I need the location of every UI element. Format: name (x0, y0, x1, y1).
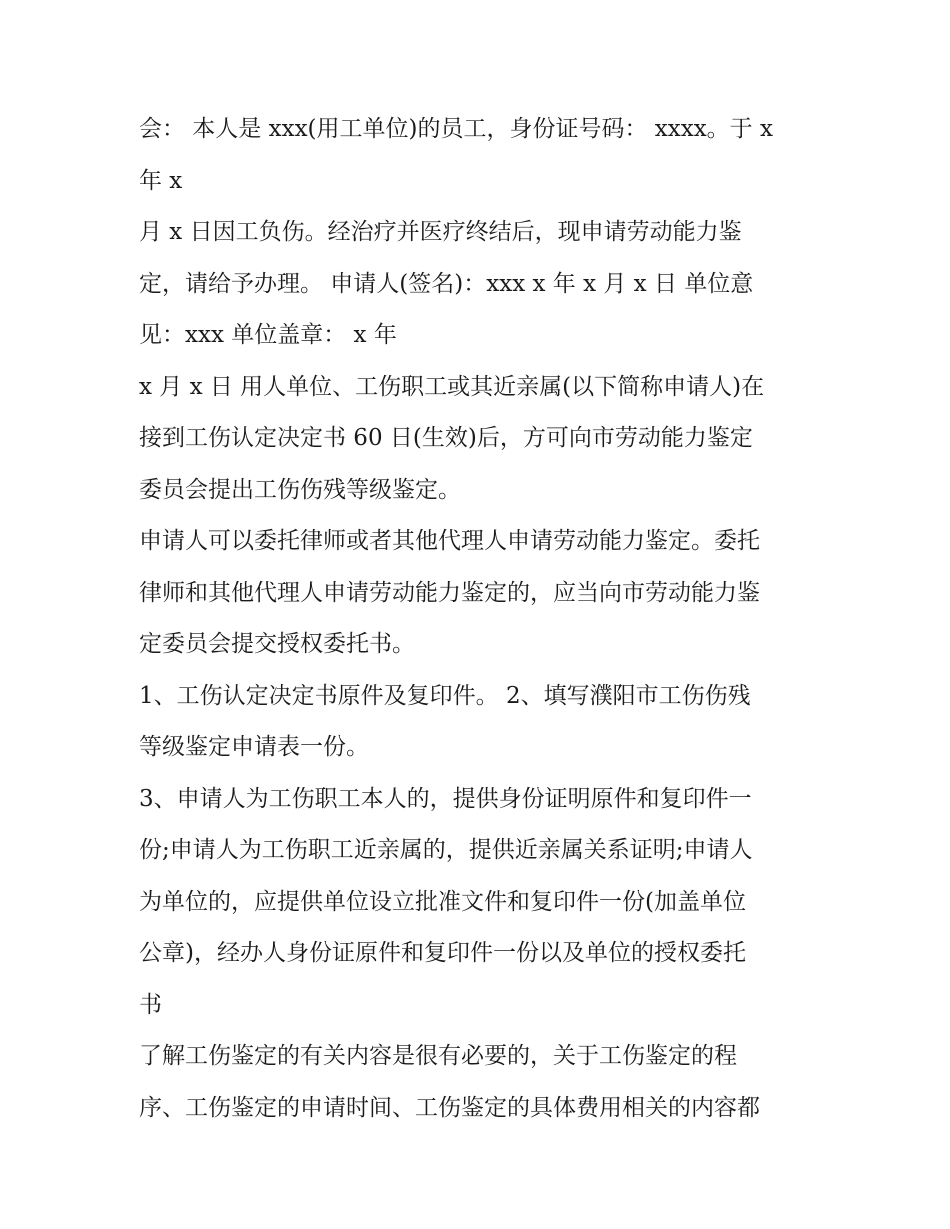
text-line: 会： 本人是 xxx(用工单位)的员工，身份证号码： xxxx。于 x (139, 116, 773, 142)
text-line: 书 (139, 991, 162, 1018)
text-line: 1、工伤认定决定书原件及复印件。 2、填写濮阳市工伤伤残 (139, 682, 751, 709)
text-line: 申请人可以委托律师或者其他代理人申请劳动能力鉴定。委托 (139, 528, 760, 554)
text-line: 年 x (139, 167, 183, 194)
text-line: 为单位的，应提供单位设立批准文件和复印件一份(加盖单位 (139, 888, 746, 915)
text-line: 委员会提出工伤伤残等级鉴定。 (139, 476, 461, 503)
text-line: 序、工伤鉴定的申请时间、工伤鉴定的具体费用相关的内容都 (139, 1094, 760, 1121)
text-line: 公章)，经办人身份证原件和复印件一份以及单位的授权委托 (139, 940, 746, 966)
text-line: 3、申请人为工伤职工本人的，提供身份证明原件和复印件一 (139, 785, 752, 812)
text-line: 律师和其他代理人申请劳动能力鉴定的，应当向市劳动能力鉴 (139, 579, 760, 606)
text-line: 定委员会提交授权委托书。 (139, 631, 415, 657)
text-line: 定，请给予办理。 申请人(签名)：xxx x 年 x 月 x 日 单位意 (139, 270, 754, 297)
text-line: 等级鉴定申请表一份。 (139, 734, 369, 760)
text-line: 见：xxx 单位盖章： x 年 (139, 322, 397, 348)
document-body (139, 104, 829, 1134)
text-line: 了解工伤鉴定的有关内容是很有必要的，关于工伤鉴定的程 (139, 1043, 737, 1069)
text-line: 份;申请人为工伤职工近亲属的，提供近亲属关系证明;申请人 (139, 837, 753, 863)
text-line: x 月 x 日 用人单位、工伤职工或其近亲属(以下简称申请人)在 (139, 373, 765, 400)
text-line: 月 x 日因工负伤。经治疗并医疗终结后，现申请劳动能力鉴 (139, 219, 742, 245)
text-line: 接到工伤认定决定书 60 日(生效)后，方可向市劳动能力鉴定 (139, 425, 753, 451)
